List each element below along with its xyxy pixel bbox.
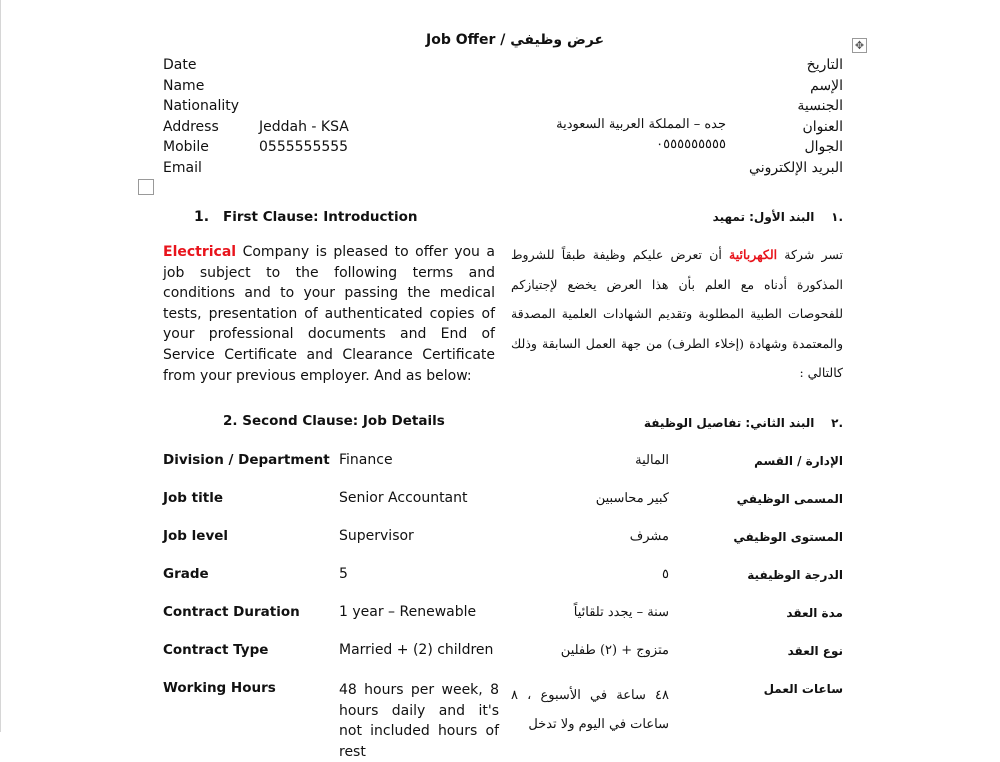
row-label-arabic: الدرجة الوظيفية (747, 568, 843, 582)
row-label: Working Hours (163, 680, 276, 696)
checkbox[interactable] (138, 179, 154, 195)
field-label: Name (163, 77, 205, 94)
clause2-title: 2. Second Clause: Job Details (223, 413, 445, 429)
clause1-paragraph-arabic (511, 240, 843, 388)
row-label-arabic: ساعات العمل (763, 682, 843, 696)
row-value: Married + (2) children (339, 642, 494, 658)
row-value-arabic: ٤٨ ساعة في الأسبوع ، ٨ ساعات في اليوم ولا تدخل (511, 688, 669, 732)
row-value: Finance (339, 452, 393, 468)
company-name-arabic: الكهربائية (729, 247, 778, 262)
field-label-arabic: الإسم (810, 77, 843, 94)
field-label-arabic: الجوال (804, 139, 843, 155)
field-label: Email (163, 159, 202, 176)
clause1-paragraph (163, 242, 495, 386)
clause1-text: Company is pleased to offer you a job subject to the following terms and conditions and to your passing the medical tests, presentation of authenticated copies of your professional documents and End of Service Certificate and Clearance Certificate from your previous employer. And as below: (163, 244, 495, 384)
row-label-arabic: المسمى الوظيفي (736, 492, 843, 506)
clause1-title-arabic (713, 210, 843, 224)
row-value: Senior Accountant (339, 490, 468, 506)
table-move-handle-icon[interactable]: ✥ (852, 38, 867, 53)
clause1-number-arabic: .١ (831, 210, 843, 224)
field-label: Address (163, 118, 219, 135)
row-value-arabic: مشرف (629, 529, 669, 544)
row-value: Supervisor (339, 528, 414, 544)
title-arabic: عرض وظيفي (510, 32, 605, 48)
document-title (426, 32, 604, 48)
field-label-arabic: الجنسية (797, 98, 843, 114)
row-label: Grade (163, 566, 209, 582)
clause1-heading-arabic: البند الأول: تمهيد (712, 210, 815, 224)
clause2-number-arabic: .٢ (831, 416, 843, 430)
clause2-title-arabic (644, 416, 843, 430)
field-label: Date (163, 57, 197, 73)
field-value-arabic[interactable]: جده – المملكة العربية السعودية (556, 116, 726, 132)
row-value-arabic: كبير محاسبين (595, 491, 669, 506)
row-value: 1 year – Renewable (339, 604, 477, 620)
row-value-arabic: المالية (635, 453, 669, 468)
clause2-heading-arabic: البند الثاني: تفاصيل الوظيفة (643, 416, 815, 430)
field-label-arabic: التاريخ (806, 57, 843, 73)
field-label: Nationality (163, 98, 240, 114)
clause1-text-arabic: أن تعرض عليكم وظيفة طبقاً للشروط المذكورة أدناه مع العلم بأن هذا العرض يخضع لإجتيازكم للفحوصات الطبية المطلوبة وتقديم الشهادات العلمية المصدقة والمعتمدة وشهادة (إخلاء الطرف) من جهة العمل السابقة وذلك كالتالي : (511, 247, 843, 380)
field-value[interactable]: 0555555555 (259, 139, 349, 155)
field-value[interactable]: Jeddah - KSA (259, 118, 349, 135)
row-label-arabic: الإدارة / القسم (754, 454, 843, 468)
row-label: Job level (163, 528, 229, 544)
field-label-arabic: البريد الإلكتروني (749, 159, 843, 176)
clause1-title: First Clause: Introduction (223, 209, 418, 225)
row-value-arabic: سنة – يجدد تلقائياً (573, 605, 669, 620)
field-label-arabic: العنوان (802, 118, 843, 135)
field-label: Mobile (163, 139, 209, 155)
row-label-arabic: نوع العقد (787, 644, 843, 658)
company-name: Electrical (163, 244, 237, 260)
field-value-arabic[interactable]: ٠٥٥٥٥٥٥٥٥٥ (656, 137, 726, 152)
row-label: Division / Department (163, 452, 330, 468)
clause1-text-arabic-pre: تسر شركة (777, 247, 844, 262)
row-label: Contract Type (163, 642, 269, 658)
row-value-arabic: متزوج + (٢) طفلين (560, 643, 669, 658)
clause1-number: 1. (194, 209, 210, 225)
row-value: 5 (339, 566, 348, 582)
row-value-arabic: ٥ (662, 567, 669, 582)
row-label-arabic: مدة العقد (786, 606, 843, 620)
row-label: Contract Duration (163, 604, 300, 620)
title-english: Job Offer / (426, 32, 506, 48)
row-label-arabic: المستوى الوظيفي (733, 530, 843, 544)
row-value: 48 hours per week, 8 hours daily and it's not included hours of rest (339, 682, 499, 760)
row-label: Job title (163, 490, 223, 506)
